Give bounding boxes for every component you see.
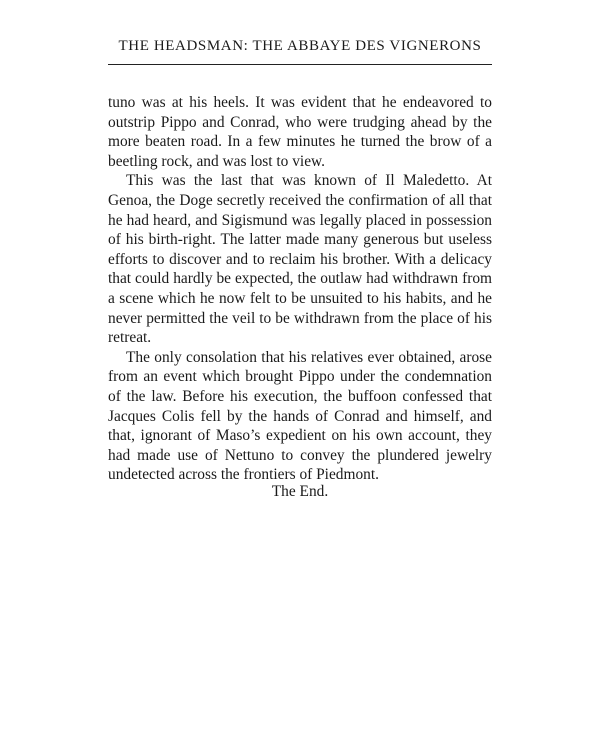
paragraph-2: This was the last that was known of Il Maledetto. At Genoa, the Doge secretly received the confirmation of all that he had heard, and Sigismund was legally placed in possession of his birth-right. The latter made many generous but useless efforts to discover and to reclaim his brother. With a delicacy that could hardly be expected, the outlaw had withdrawn from a scene which he now felt to be unsuited to his habits, and he never permitted the veil to be withdrawn from the place of his retreat. — [108, 172, 492, 347]
header-rule — [108, 64, 492, 65]
running-header: THE HEADSMAN: THE ABBAYE DES VIGNERONS — [118, 38, 482, 54]
the-end-label: The End. — [271, 483, 329, 500]
paragraph-3: The only consolation that his relatives ever obtained, arose from an event which brought Pippo under the condemnation of the law. Before his execution, the buffoon confessed that Jacques Colis fell by the hands of Conrad and himself, and that, ignorant of Maso’s expedient on his own account, they had made use of Nettuno to convey the plundered jewelry undetected across the frontiers of Piedmont. — [108, 348, 492, 484]
body-text — [108, 93, 492, 485]
paragraph-1: tuno was at his heels. It was evident that he endeavored to outstrip Pippo and Conrad, who were trudging ahead by the more beaten road. In a few minutes he turned the brow of a beetling rock, and was lost to view. — [108, 94, 492, 170]
